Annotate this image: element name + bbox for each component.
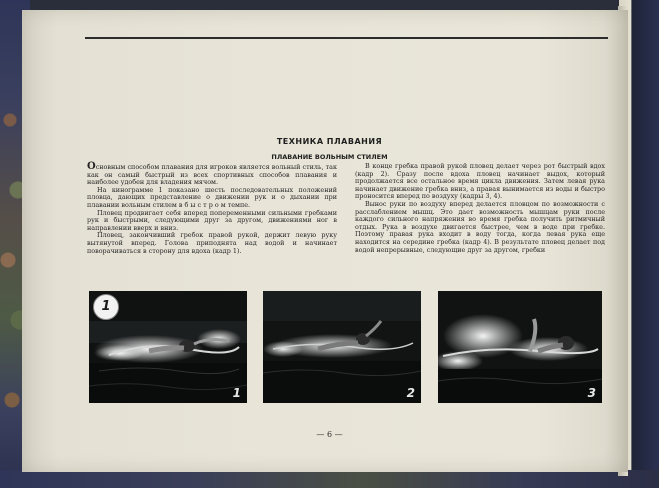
paragraph: Вынос руки по воздуху вперед делается пловцом по возможности с расслаблением мышц. Это дает возможность мышцам руки после каждого сильного напряжения во время гребка получить ритмичный отдых. Рука в воздухе двигается быстрее, чем в воде при гребке. Поэтому правая рука входит в воду тогда, когда левая рука еще находится на середине гребка (кадр 4). В результате пловец делает под водой непрерывные, следующие друг за другом, гребки (355, 199, 605, 254)
book-cover-bottom (0, 470, 659, 488)
page-heading: ТЕХНИКА ПЛАВАНИЯ (276, 137, 383, 146)
frame-number: 1 (232, 386, 241, 400)
swimmer-photo-frame-1 (89, 291, 247, 403)
text-column-right (355, 163, 605, 254)
page-number: — 6 — (316, 430, 343, 439)
swimmer-image (263, 291, 421, 403)
paragraph: На кинограмме 1 показано шесть последовательных положений пловца, дающих представление о движении рук и о дыхании при плавании вольным стилем в б ы с т р о м темпе. (87, 185, 337, 209)
frame-number: 3 (587, 386, 596, 400)
paragraph: В конце гребка правой рукой пловец делает через рот быстрый вдох (кадр 2). Сразу после вдоха пловец начинает выдох, который продолжается все остальное время цикла движения. Затем левая рука начинает движение гребка вниз, а правая вынимается из воды и быстро проносится вперед по воздуху (кадры 3, 4). (355, 162, 605, 201)
swimmer-photo-frame-3 (438, 291, 602, 403)
paragraph: Пловец продвигает себя вперед попеременными сильными гребками рук и быстрыми, следующими друг за другом, движениями ног в направлении вверх и вниз. (87, 208, 337, 232)
text-column-left (87, 163, 337, 255)
swimmer-image (438, 291, 602, 403)
paragraph: Пловец, закончивший гребок правой рукой, держит левую руку вытянутой вперед. Голова приподнята над водой и начинает поворачиваться в сторону для вдоха (кадр 1). (87, 231, 337, 255)
paragraph: Основным способом плавания для игроков является вольный стиль, так как он самый быстрый из всех спортивных способов плавания и наиболее удобен для владения мячом. (87, 161, 337, 187)
section-subheading: ПЛАВАНИЕ ВОЛЬНЫМ СТИЛЕМ (271, 153, 388, 161)
dropcap: О (87, 161, 96, 172)
frame-number: 2 (406, 386, 415, 400)
header-rule (85, 37, 608, 39)
swimmer-photo-frame-2 (263, 291, 421, 403)
frame-number-badge: 1 (93, 294, 119, 320)
